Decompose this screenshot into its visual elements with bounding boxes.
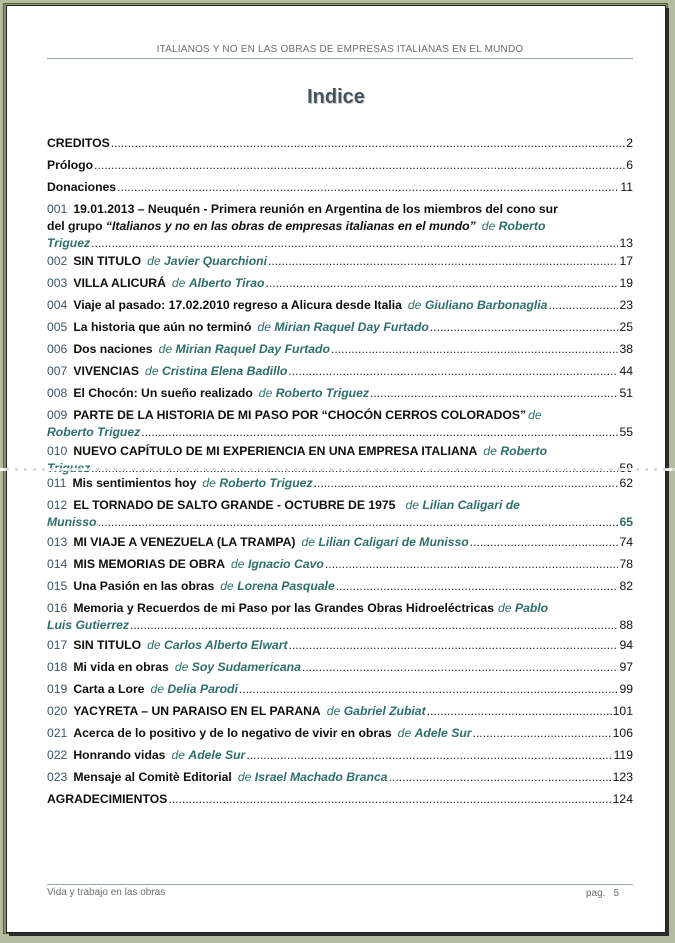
toc-entry-donaciones[interactable]: [47, 179, 633, 196]
toc-entry-009[interactable]: 009 PARTE DE LA HISTORIA DE MI PASO POR “CHOCÓN CERROS COLORADOS” de Roberto Triguez ..... 55: [47, 407, 633, 441]
toc-entry-010[interactable]: 010 NUEVO CAPÍTULO DE MI EXPERIENCIA EN UNA EMPRESA ITALIANA de Roberto .....: [47, 443, 633, 477]
toc-entry-agradecimientos[interactable]: AGRADECIMIENTOS ..... 124: [47, 791, 633, 808]
page-title: Indice: [307, 86, 365, 108]
toc-entry-005[interactable]: 005 La historia que aún no terminó de Mirian Raquel Day Furtado ..... 25: [47, 319, 633, 336]
toc-entry-013[interactable]: 013 MI VIAJE A VENEZUELA (LA TRAMPA) de Lilian Caligari de Munisso ..... 74: [47, 534, 633, 551]
toc-author: Javier Quarchioni: [164, 254, 267, 268]
toc-entry-006[interactable]: 006 Dos naciones de Mirian Raquel Day Furtado ..... 38: [47, 341, 633, 358]
toc-entry-017[interactable]: 017 SIN TITULO de Carlos Alberto Elwart ..... 94: [47, 637, 633, 654]
running-header: ITALIANOS Y NO EN LAS OBRAS DE EMPRESAS ITALIANAS EN EL MUNDO: [47, 44, 633, 59]
toc-entry-prologo[interactable]: [47, 157, 633, 174]
toc-title: Prólogo: [47, 158, 94, 172]
toc-title: Donaciones: [47, 180, 117, 194]
toc-entry-011[interactable]: 011 Mis sentimientos hoy de Roberto Triguez ..... 62: [47, 475, 633, 492]
toc-entry-016[interactable]: 016 Memoria y Recuerdos de mi Paso por las Grandes Obras Hidroeléctricas de Pablo Luis Gutierrez ..... 88: [47, 600, 633, 634]
toc-page: 11: [620, 180, 633, 194]
toc-entry-020[interactable]: 020 YACYRETA – UN PARAISO EN EL PARANA de Gabriel Zubiat ..... 101: [47, 703, 633, 720]
footer-title: Vida y trabajo en las obras: [47, 887, 166, 898]
toc-entry-creditos[interactable]: [47, 135, 633, 152]
toc-entry-012[interactable]: 012 EL TORNADO DE SALTO GRANDE - OCTUBRE DE 1975 de Lilian Caligari de Munisso ..... 65: [47, 497, 633, 531]
toc-entry-021[interactable]: 021 Acerca de lo positivo y de lo negativo de vivir en obras de Adele Sur ..... 106: [47, 725, 633, 742]
toc-page: 13: [619, 236, 633, 250]
page-footer: [47, 884, 633, 898]
toc-title: 19.01.2013 – Neuquén - Primera reunión en Argentina de los miembros del cono sur: [73, 202, 558, 216]
toc-author: Roberto: [498, 219, 546, 233]
footer-page-number: pag. 5: [585, 888, 619, 899]
toc-page: 2: [626, 136, 633, 150]
toc-title: SIN TITULO: [73, 254, 142, 268]
toc-entry-022[interactable]: 022 Honrando vidas de Adele Sur ..... 119: [47, 747, 633, 764]
toc-entry-023[interactable]: 023 Mensaje al Comitè Editorial de Israel Machado Branca ..... 123: [47, 769, 633, 786]
toc-entry-003[interactable]: 003 VILLA ALICURÁ de Alberto Tirao ..... 19: [47, 275, 633, 292]
toc-title: CREDITOS: [47, 136, 110, 150]
toc-page: 17: [619, 254, 633, 268]
toc-entry-008[interactable]: 008 El Chocón: Un sueño realizado de Roberto Triguez ..... 51: [47, 385, 633, 402]
scan-seam: [0, 468, 675, 471]
toc-entry-007[interactable]: 007 VIVENCIAS de Cristina Elena Badillo ..... 44: [47, 363, 633, 380]
toc-number: 001: [47, 202, 68, 216]
toc-entry-015[interactable]: 015 Una Pasión en las obras de Lorena Pasquale ..... 82: [47, 578, 633, 595]
toc-entry-004[interactable]: 004 Viaje al pasado: 17.02.2010 regreso a Alicura desde Italia de Giuliano Barbonaglia ..... 23: [47, 297, 633, 314]
toc-page: 6: [626, 158, 633, 172]
toc-number: 002: [47, 254, 68, 268]
toc-entry-002[interactable]: 002 SIN TITULO de Javier Quarchioni ..... 17: [47, 253, 633, 270]
toc-entry-001[interactable]: 001 19.01.2013 – Neuquén - Primera reunión en Argentina de los miembros del cono sur del grupo “Italianos y no en las obras de empresas italianas en el mundo” de Roberto Triguez ..... 13: [47, 201, 633, 252]
toc-entry-018[interactable]: 018 Mi vida en obras de Soy Sudamericana ..... 97: [47, 659, 633, 676]
toc-entry-014[interactable]: 014 MIS MEMORIAS DE OBRA de Ignacio Cavo ..... 78: [47, 556, 633, 573]
toc-entry-019[interactable]: 019 Carta a Lore de Delia Parodi ..... 99: [47, 681, 633, 698]
